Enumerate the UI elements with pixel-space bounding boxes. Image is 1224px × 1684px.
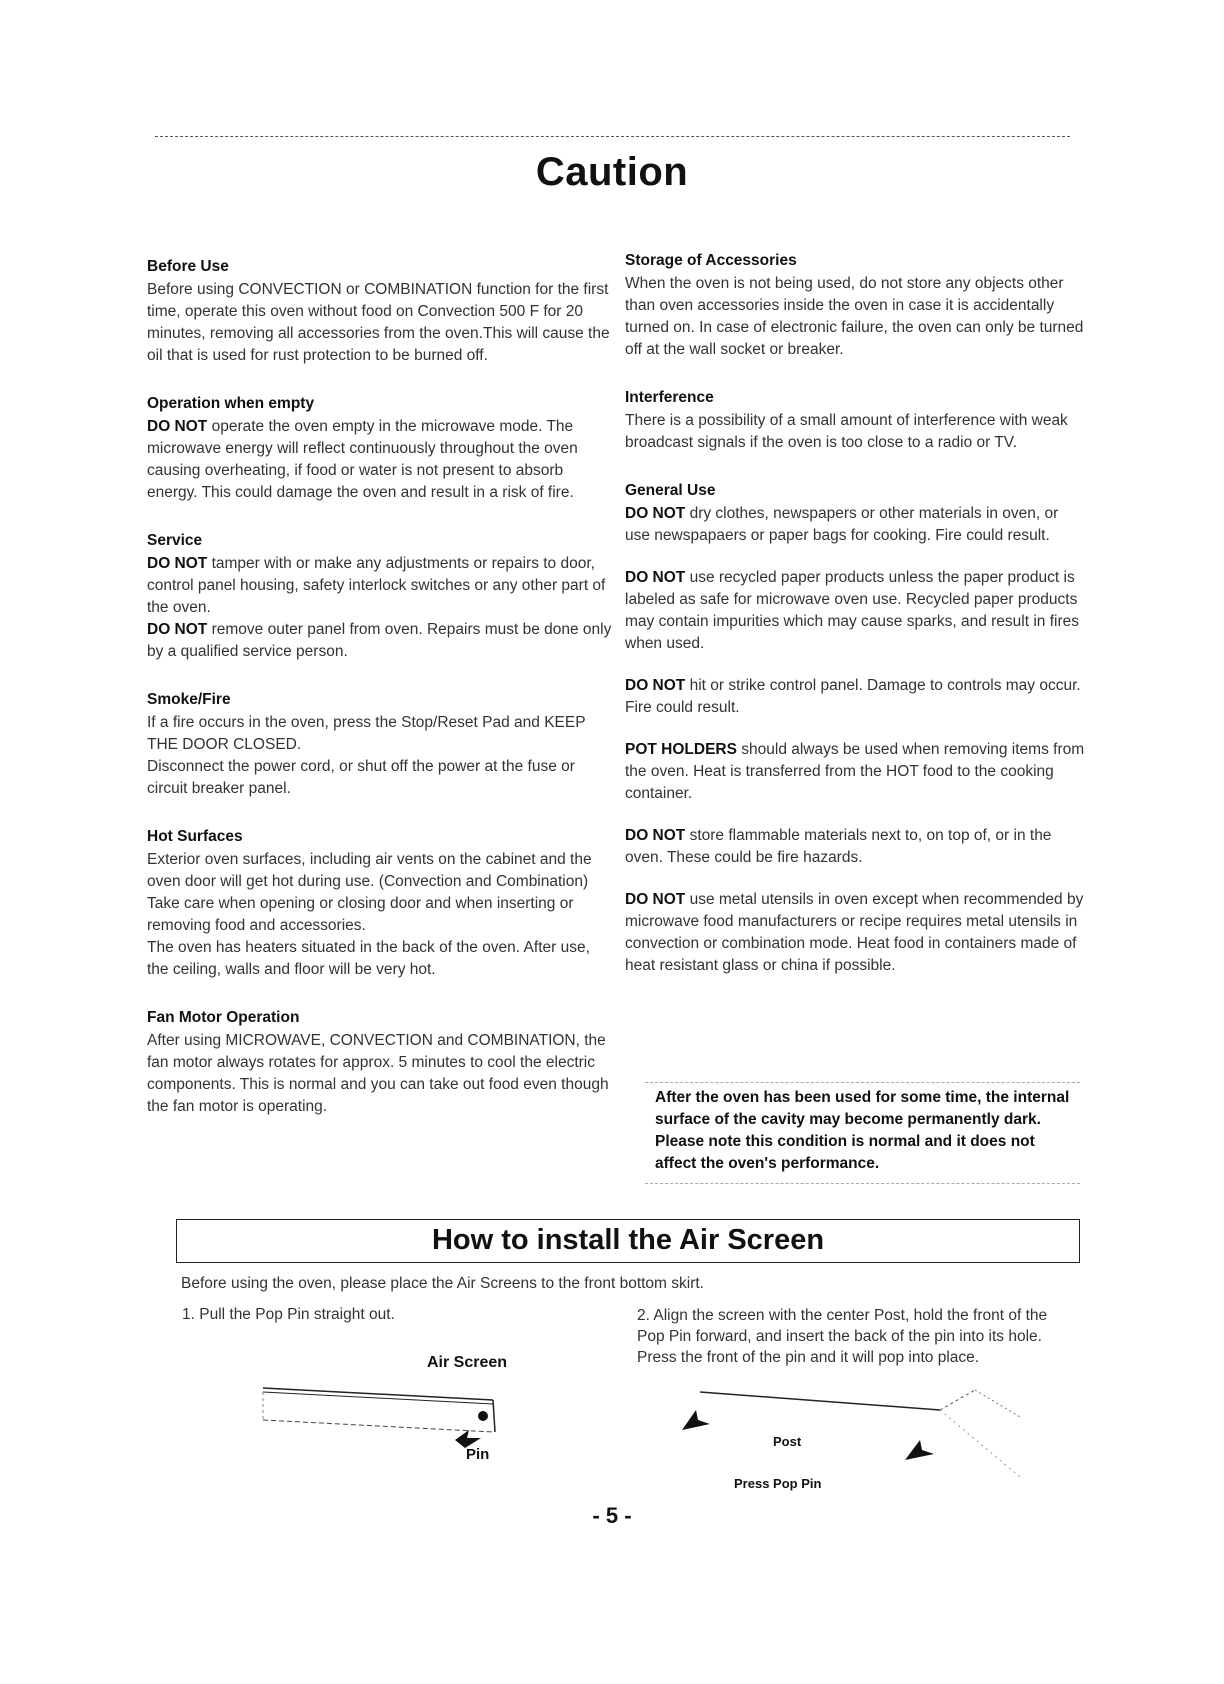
section-paragraph [147, 553, 615, 619]
caution-section [625, 250, 1085, 361]
caution-section [625, 480, 1085, 977]
caution-section [147, 530, 615, 663]
section-paragraph [625, 825, 1085, 869]
caution-right-column [625, 250, 1085, 1003]
paragraph-text: hit or strike control panel. Damage to controls may occur. Fire could result. [625, 677, 1081, 716]
caution-section [147, 826, 615, 981]
warning-lead: DO NOT [625, 677, 686, 694]
caution-section [147, 393, 615, 504]
install-intro: Before using the oven, please place the Air Screens to the front bottom skirt. [181, 1275, 704, 1292]
section-paragraph [147, 937, 615, 981]
caution-left-column [147, 256, 615, 1144]
section-paragraph [147, 849, 615, 937]
paragraph-text: There is a possibility of a small amount of interference with weak broadcast signals if the oven is too close to a radio or TV. [625, 412, 1068, 451]
section-paragraph [147, 756, 615, 800]
section-paragraph [147, 416, 615, 504]
section-paragraph [625, 503, 1085, 547]
section-paragraph [147, 279, 615, 367]
post-illustration [670, 1382, 1070, 1482]
section-heading: Storage of Accessories [625, 252, 797, 269]
paragraph-text: The oven has heaters situated in the back of the oven. After use, the ceiling, walls and floor will be very hot. [147, 939, 590, 978]
paragraph-text: Exterior oven surfaces, including air vents on the cabinet and the oven door will get hot during use. (Convection and Combination) Take care when opening or closing door and when inserting or removing food and accessories. [147, 851, 592, 934]
install-banner [176, 1219, 1080, 1263]
warning-lead: DO NOT [625, 505, 686, 522]
pin-label: Pin [466, 1446, 490, 1463]
section-paragraph [147, 712, 615, 756]
paragraph-text: store flammable materials next to, on top of, or in the oven. These could be fire hazards. [625, 827, 1052, 866]
paragraph-text: Disconnect the power cord, or shut off the power at the fuse or circuit breaker panel. [147, 758, 575, 797]
paragraph-text: use recycled paper products unless the paper product is labeled as safe for microwave oven use. Recycled paper products may contain impurities which may cause sparks, and result in fires when used. [625, 569, 1079, 652]
caution-section [147, 1007, 615, 1118]
paragraph-text: dry clothes, newspapers or other materials in oven, or use newspapaers or paper bags for cooking. Fire could result. [625, 505, 1059, 544]
top-divider [155, 136, 1070, 137]
warning-lead: DO NOT [147, 621, 208, 638]
paragraph-text: use metal utensils in oven except when recommended by microwave food manufacturers or recipe requires metal utensils in convection or combination mode. Heat food in containers made of heat resistant glass or china if possible. [625, 891, 1084, 974]
caution-section [147, 256, 615, 367]
section-paragraph [625, 567, 1085, 655]
section-heading: Fan Motor Operation [147, 1009, 300, 1026]
section-heading: Hot Surfaces [147, 828, 243, 845]
section-heading: Operation when empty [147, 395, 315, 412]
install-title: How to install the Air Screen [431, 1224, 825, 1256]
caution-section [147, 689, 615, 800]
caution-section [625, 387, 1085, 454]
paragraph-text: After using MICROWAVE, CONVECTION and COMBINATION, the fan motor always rotates for approx. 5 minutes to cool the electric components. This is normal and you can take out food even though the fan motor is operating. [147, 1032, 609, 1115]
warning-lead: POT HOLDERS [625, 741, 737, 758]
warning-lead: DO NOT [625, 569, 686, 586]
section-heading: Before Use [147, 258, 229, 275]
air-screen-label: Air Screen [427, 1354, 508, 1371]
paragraph-text: tamper with or make any adjustments or repairs to door, control panel housing, safety interlock switches or any other part of the oven. [147, 555, 606, 616]
page-title: Caution [535, 150, 689, 194]
section-heading: General Use [625, 482, 716, 499]
section-heading: Interference [625, 389, 714, 406]
warning-lead: DO NOT [147, 418, 208, 435]
section-paragraph [147, 619, 615, 663]
paragraph-text: Before using CONVECTION or COMBINATION function for the first time, operate this oven without food on Convection 500 F for 20 minutes, removing all accessories from the oven.This will cause the oil that is used for rust protection to be burned off. [147, 281, 610, 364]
section-paragraph [625, 739, 1085, 805]
section-paragraph [147, 1030, 615, 1118]
section-paragraph [625, 410, 1085, 454]
section-paragraph [625, 675, 1085, 719]
section-heading: Smoke/Fire [147, 691, 231, 708]
warning-lead: DO NOT [625, 891, 686, 908]
dark-cavity-note: After the oven has been used for some time, the internal surface of the cavity may become permanently dark. Please note this condition is normal and it does not affect the oven's performance. [645, 1082, 1080, 1184]
paragraph-text: operate the oven empty in the microwave mode. The microwave energy will reflect continuously throughout the oven causing overheating, if food or water is not present to absorb energy. This could damage the oven and result in a risk of fire. [147, 418, 578, 501]
warning-lead: DO NOT [147, 555, 208, 572]
paragraph-text: remove outer panel from oven. Repairs must be done only by a qualified service person. [147, 621, 612, 660]
post-label: Post [773, 1434, 802, 1449]
section-paragraph [625, 889, 1085, 977]
page-number: - 5 - [592, 1503, 632, 1528]
install-step-1: 1. Pull the Pop Pin straight out. [182, 1306, 395, 1323]
paragraph-text: should always be used when removing items from the oven. Heat is transferred from the HOT food to the cooking container. [625, 741, 1085, 802]
section-heading: Service [147, 532, 203, 549]
paragraph-text: When the oven is not being used, do not store any objects other than oven accessories inside the oven in case it is accidentally turned on. In case of electronic failure, the oven can only be turned off at the wall socket or breaker. [625, 275, 1084, 358]
paragraph-text: If a fire occurs in the oven, press the Stop/Reset Pad and KEEP THE DOOR CLOSED. [147, 714, 586, 753]
section-paragraph [625, 273, 1085, 361]
press-pop-pin-label: Press Pop Pin [734, 1476, 822, 1491]
warning-lead: DO NOT [625, 827, 686, 844]
install-step-2: 2. Align the screen with the center Post, hold the front of the Pop Pin forward, and insert the back of the pin into its hole. Press the front of the pin and it will pop into place. [637, 1307, 1048, 1366]
